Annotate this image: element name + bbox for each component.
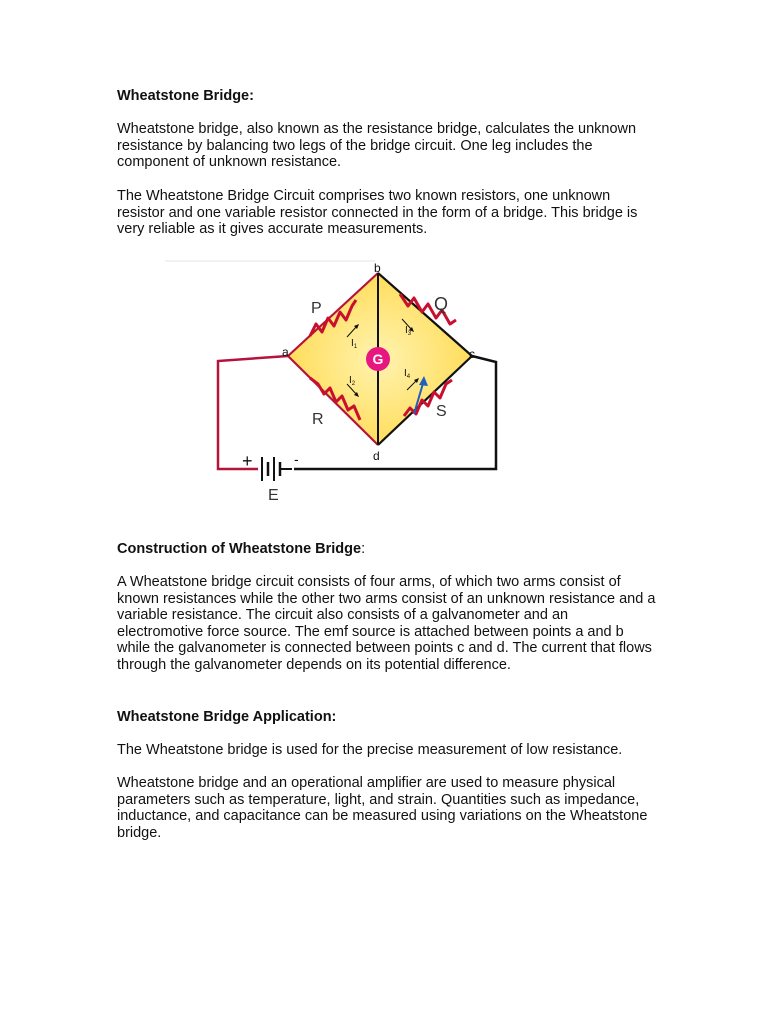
paragraph-intro: Wheatstone bridge, also known as the resistance bridge, calculates the unknown resistance by balancing two legs of the bridge circuit. One leg includes the component of unknown resistance. <box>117 121 637 171</box>
heading-construction-colon: : <box>361 541 366 557</box>
current-label-2: $I_2$ <box>349 375 356 387</box>
node-label-a: a <box>282 345 289 359</box>
resistor-label-s: S <box>436 403 447 420</box>
heading-wheatstone-bridge: Wheatstone Bridge: <box>117 88 254 104</box>
paragraph-construction: A Wheatstone bridge circuit consists of four arms, of which two arms consist of known resistances while the other two arms consist of an unknown resistance and a variable resistance. The circuit also consists of a galvanometer and an electromotive force source. The emf source is attached between points a and b while the galvanometer is connected between points c and d. The current that flows through the galvanometer depends on its potential difference. <box>117 574 656 673</box>
battery-symbol <box>258 454 294 484</box>
current-label-4: $I_4$ <box>404 368 411 380</box>
wheatstone-bridge-diagram <box>160 258 510 508</box>
heading-construction-text: Construction of Wheatstone Bridge <box>117 541 362 557</box>
galvanometer-label: G <box>372 351 384 367</box>
battery-label-e: E <box>268 487 279 504</box>
resistor-label-p: P <box>311 300 322 317</box>
resistor-label-r: R <box>312 411 324 428</box>
battery-minus-label: - <box>294 451 299 467</box>
left-wire <box>218 356 288 469</box>
node-label-d: d <box>373 449 380 463</box>
current-label-3: $I_3$ <box>405 325 412 337</box>
paragraph-application-1: The Wheatstone bridge is used for the precise measurement of low resistance. <box>117 742 623 758</box>
circuit-svg <box>160 258 510 508</box>
heading-construction <box>117 541 657 558</box>
node-label-b: b <box>374 261 381 275</box>
battery-plus-label: + <box>242 451 253 471</box>
paragraph-circuit-description: The Wheatstone Bridge Circuit comprises two known resistors, one unknown resistor and one variable resistor connected in the form of a bridge. This bridge is very reliable as it gives accurate measurements. <box>117 188 638 238</box>
node-label-c: c <box>469 347 475 361</box>
resistor-label-q: Q <box>434 294 449 314</box>
paragraph-application-2: Wheatstone bridge and an operational amplifier are used to measure physical parameters such as temperature, light, and strain. Quantities such as impedance, inductance, and capacitance can be measured using variations on the Wheatstone bridge. <box>117 775 648 841</box>
current-label-1: $I_1$ <box>351 338 358 350</box>
heading-application: Wheatstone Bridge Application: <box>117 709 337 725</box>
